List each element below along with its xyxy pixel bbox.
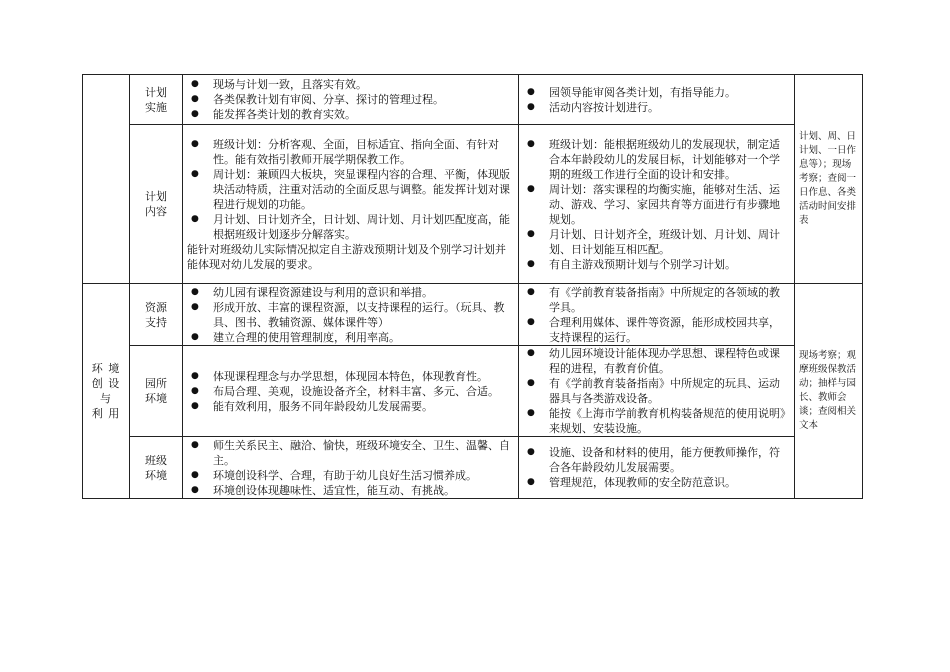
criteria-item: ● 建立合理的使用管理制度，利用率高。	[187, 330, 514, 345]
subcategory-label: 环境	[145, 468, 167, 482]
excellent-item: ● 管理规范，体现教师的安全防范意识。	[523, 475, 790, 490]
excellent-cell	[519, 437, 795, 499]
criteria-cell	[183, 284, 519, 346]
subcategory-label: 计划	[145, 190, 167, 203]
method-cell-env: 现场考察；观摩班级保教活动；抽样与园长、教师会谈；查阅相关文本	[795, 284, 863, 499]
table-row	[83, 284, 863, 346]
subcategory-cell	[130, 125, 183, 284]
excellent-item: ● 周计划：落实课程的均衡实施，能够对生活、运动、游戏、学习、家园共育等方面进行有步骤地规划。	[523, 182, 790, 227]
excellent-cell	[519, 125, 795, 284]
criteria-item: ● 各类保教计划有审阅、分享、探讨的管理过程。	[187, 92, 514, 107]
criteria-item: ● 能发挥各类计划的教育实效。	[187, 107, 514, 122]
subcategory-cell	[130, 75, 183, 125]
criteria-item: ● 师生关系民主、融洽、愉快，班级环境安全、卫生、温馨、自主。	[187, 438, 514, 468]
excellent-cell	[519, 284, 795, 346]
subcategory-label: 班级	[145, 453, 167, 467]
excellent-cell	[519, 346, 795, 437]
criteria-cell	[183, 125, 519, 284]
category-cell-env	[83, 284, 130, 499]
excellent-item: ● 合理利用媒体、课件等资源，能形成校园共享，支持课程的运行。	[523, 315, 790, 345]
excellent-item: ● 能按《上海市学前教育机构装备规范的使用说明》来规划、安装设施。	[523, 406, 790, 436]
excellent-item: ● 园领导能审阅各类计划，有指导能力。	[523, 85, 790, 100]
subcategory-cell	[130, 284, 183, 346]
excellent-item: ● 幼儿园环境设计能体现办学思想、课程特色或课程的进程，有教育价值。	[523, 346, 790, 376]
category-label: 创 设	[91, 377, 121, 390]
criteria-item: ● 幼儿园有课程资源建设与利用的意识和举措。	[187, 285, 514, 300]
criteria-item: ● 能有效利用，服务不同年龄段幼儿发展需要。	[187, 399, 514, 414]
category-label: 环 境	[91, 362, 121, 375]
criteria-item: ● 环境创设体现趣味性、适宜性，能互动、有挑战。	[187, 483, 514, 498]
subcategory-cell	[130, 346, 183, 437]
criteria-item: ● 布局合理、美观，设施设备齐全，材料丰富、多元、合适。	[187, 384, 514, 399]
table-row	[83, 437, 863, 499]
category-cell-plan	[83, 75, 130, 284]
criteria-item: ● 现场与计划一致，且落实有效。	[187, 77, 514, 92]
method-cell-plan: 计划、周、日计划、一日作息等）；现场考察；查阅一日作息、各类活动时间安排表	[795, 75, 863, 284]
criteria-note: 能针对班级幼儿实际情况拟定自主游戏预期计划及个别学习计划并能体现对幼儿发展的要求。	[187, 242, 506, 271]
criteria-item: ● 周计划：兼顾四大板块，突显课程内容的合理、平衡，体现版块活动特质，注重对活动的全面反思与调整。能发挥计划对课程进行规划的功能。	[187, 167, 514, 212]
criteria-item: ● 体现课程理念与办学思想，体现园本特色，体现教育性。	[187, 369, 514, 384]
excellent-cell	[519, 75, 795, 125]
subcategory-label: 实施	[145, 100, 167, 114]
criteria-item: ● 月计划、日计划齐全，日计划、周计划、月计划匹配度高，能根据班级计划逐步分解落实。	[187, 212, 514, 242]
category-label: 与	[100, 392, 112, 405]
table-row	[83, 346, 863, 437]
criteria-item: ● 环境创设科学、合理，有助于幼儿良好生活习惯养成。	[187, 468, 514, 483]
criteria-item: ● 形成开放、丰富的课程资源，以支持课程的运行。（玩具、教具、图书、教辅资源、媒体课件等）	[187, 300, 514, 330]
table-row	[83, 75, 863, 125]
subcategory-label: 园所	[145, 377, 167, 390]
subcategory-label: 支持	[145, 315, 167, 329]
subcategory-label: 计划	[145, 85, 167, 99]
criteria-cell	[183, 346, 519, 437]
excellent-item: ● 活动内容按计划进行。	[523, 100, 790, 115]
criteria-item: ● 班级计划：分析客观、全面，目标适宜、指向全面、有针对性。能有效指引教师开展学期保教工作。	[187, 137, 514, 167]
subcategory-cell	[130, 437, 183, 499]
subcategory-label: 资源	[145, 300, 167, 314]
subcategory-label: 环境	[145, 392, 167, 405]
excellent-item: ● 月计划、日计划齐全，班级计划、月计划、周计划、日计划能互相匹配。	[523, 227, 790, 257]
subcategory-label: 内容	[145, 205, 167, 218]
criteria-cell	[183, 437, 519, 499]
evaluation-table	[82, 74, 863, 499]
excellent-item: ● 设施、设备和材料的使用，能方便教师操作，符合各年龄段幼儿发展需要。	[523, 445, 790, 475]
excellent-item: ● 有自主游戏预期计划与个别学习计划。	[523, 257, 790, 272]
table-row	[83, 125, 863, 284]
excellent-item: ● 有《学前教育装备指南》中所规定的各领域的教学具。	[523, 285, 790, 315]
excellent-item: ● 有《学前教育装备指南》中所规定的玩具、运动器具与各类游戏设备。	[523, 376, 790, 406]
excellent-item: ● 班级计划：能根据班级幼儿的发展现状，制定适合本年龄段幼儿的发展目标，计划能够对一个学期的班级工作进行全面的设计和安排。	[523, 137, 790, 182]
category-label: 利 用	[91, 407, 121, 420]
criteria-cell	[183, 75, 519, 125]
